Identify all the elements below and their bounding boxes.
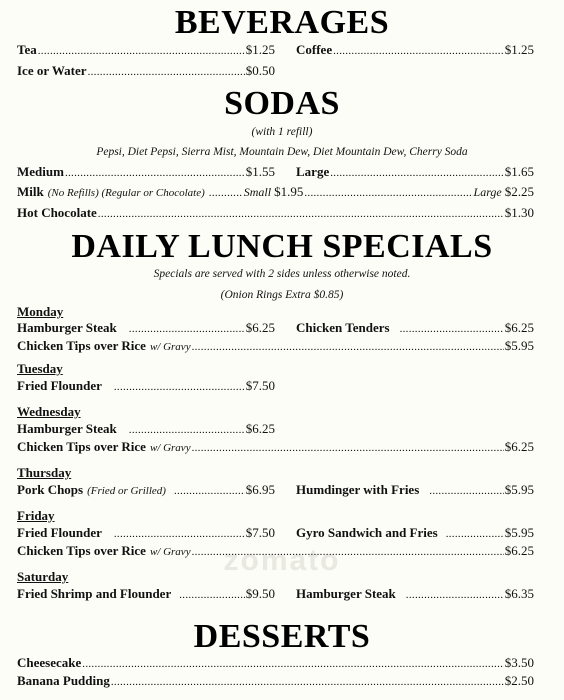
item-price: $6.35 [504, 586, 534, 601]
leader-dots [114, 525, 245, 542]
menu-item-large [296, 164, 534, 181]
item-price: $5.95 [504, 525, 534, 540]
item-price: $3.50 [504, 655, 534, 670]
menu-item-tuesday-fried-flounder [17, 378, 275, 395]
leader-dots [333, 42, 504, 59]
menu-item-ice-water [17, 63, 275, 80]
size-label-small: Small [243, 185, 272, 199]
item-name: Coffee [296, 42, 333, 57]
item-note: w/ Gravy [149, 546, 191, 558]
watermark: zomato [223, 544, 341, 577]
leader-dots [174, 482, 245, 499]
day-heading-tuesday: Tuesday [17, 361, 63, 376]
item-note: (No Refills) (Regular or Chocolate) [47, 187, 205, 199]
menu-item-friday-chicken-tips [17, 543, 534, 560]
item-name: Fried Flounder [17, 378, 102, 393]
menu-item-coffee [296, 42, 534, 59]
item-note: w/ Gravy [149, 341, 191, 353]
onion-rings-note: (Onion Rings Extra $0.85) [220, 289, 344, 301]
menu-item-banana-pudding [17, 673, 534, 690]
item-name: Tea [17, 42, 37, 57]
desserts-heading: DESSERTS [193, 618, 371, 655]
menu-item-friday-gyro [296, 525, 534, 542]
item-name: Milk [17, 184, 44, 199]
item-name: Hamburger Steak [17, 421, 117, 436]
item-name: Chicken Tips over Rice [17, 543, 146, 558]
leader-dots [65, 164, 245, 181]
item-price: $6.25 [504, 439, 534, 454]
leader-dots [209, 184, 243, 201]
leader-dots [406, 586, 504, 603]
menu-item-medium [17, 164, 275, 181]
beverages-heading: BEVERAGES [174, 4, 390, 41]
item-name: Pork Chops [17, 482, 84, 497]
item-price-small: $1.95 [274, 184, 304, 199]
leader-dots [114, 378, 245, 395]
item-price: $6.25 [245, 320, 275, 335]
item-note: (Fried or Grilled) [87, 485, 166, 497]
leader-dots [129, 320, 245, 337]
leader-dots [192, 439, 504, 456]
item-price: $5.95 [504, 338, 534, 353]
item-price: $0.50 [245, 63, 275, 78]
leader-dots [111, 673, 504, 690]
item-name: Ice or Water [17, 63, 87, 78]
leader-dots [400, 320, 504, 337]
item-name: Hamburger Steak [296, 586, 396, 601]
menu-item-wednesday-chicken-tips [17, 439, 534, 456]
menu-item-thursday-humdinger [296, 482, 534, 499]
item-price: $9.50 [245, 586, 275, 601]
leader-dots [38, 42, 245, 59]
leader-dots [429, 482, 503, 499]
item-name: Chicken Tenders [296, 320, 390, 335]
refill-note: (with 1 refill) [251, 126, 313, 138]
item-name: Large [296, 164, 330, 179]
item-name: Banana Pudding [17, 673, 110, 688]
day-heading-thursday: Thursday [17, 465, 72, 480]
item-price: $5.95 [504, 482, 534, 497]
menu-item-hot-chocolate [17, 205, 534, 222]
item-note: w/ Gravy [149, 442, 191, 454]
item-name: Fried Shrimp and Flounder [17, 586, 172, 601]
item-price: $2.50 [504, 673, 534, 688]
menu-item-cheesecake [17, 655, 534, 672]
item-price: $1.65 [504, 164, 534, 179]
item-price: $1.55 [245, 164, 275, 179]
item-name: Hamburger Steak [17, 320, 117, 335]
lunch-specials-heading: DAILY LUNCH SPECIALS [71, 228, 493, 265]
leader-dots [330, 164, 504, 181]
item-price: $7.50 [245, 378, 275, 393]
leader-dots [98, 205, 504, 222]
sodas-heading: SODAS [224, 85, 340, 122]
menu-item-wednesday-hamburger-steak [17, 421, 275, 438]
sides-note: Specials are served with 2 sides unless otherwise noted. [153, 268, 411, 280]
item-price: $6.25 [245, 421, 275, 436]
leader-dots [129, 421, 245, 438]
item-price-large: $2.25 [504, 184, 534, 199]
soda-flavors: Pepsi, Diet Pepsi, Sierra Mist, Mountain Dew, Diet Mountain Dew, Cherry Soda [96, 146, 468, 158]
item-price: $1.25 [245, 42, 275, 57]
item-price: $1.25 [504, 42, 534, 57]
menu-item-milk [17, 184, 534, 201]
item-name: Chicken Tips over Rice [17, 439, 146, 454]
item-name: Humdinger with Fries [296, 482, 420, 497]
item-name: Medium [17, 164, 64, 179]
item-price: $6.25 [504, 543, 534, 558]
leader-dots [82, 655, 503, 672]
day-heading-monday: Monday [17, 304, 64, 319]
item-name: Gyro Sandwich and Fries [296, 525, 438, 540]
leader-dots [304, 184, 472, 201]
item-price: $7.50 [245, 525, 275, 540]
menu-item-saturday-shrimp-flounder [17, 586, 275, 603]
item-name: Fried Flounder [17, 525, 102, 540]
leader-dots [446, 525, 504, 542]
leader-dots [179, 586, 245, 603]
leader-dots [192, 338, 504, 355]
size-label-large: Large [473, 185, 502, 199]
menu-item-tea [17, 42, 275, 59]
day-heading-wednesday: Wednesday [17, 404, 81, 419]
item-name: Chicken Tips over Rice [17, 338, 146, 353]
menu-item-monday-chicken-tenders [296, 320, 534, 337]
menu-item-monday-chicken-tips [17, 338, 534, 355]
menu-item-monday-hamburger-steak [17, 320, 275, 337]
day-heading-friday: Friday [17, 508, 55, 523]
menu-item-thursday-pork-chops [17, 482, 275, 499]
leader-dots [192, 543, 504, 560]
item-price: $6.25 [504, 320, 534, 335]
item-price: $1.30 [504, 205, 534, 220]
day-heading-saturday: Saturday [17, 569, 69, 584]
item-name: Cheesecake [17, 655, 82, 670]
leader-dots [88, 63, 245, 80]
menu-item-saturday-hamburger-steak [296, 586, 534, 603]
item-price: $6.95 [245, 482, 275, 497]
item-name: Hot Chocolate [17, 205, 97, 220]
menu-item-friday-fried-flounder [17, 525, 275, 542]
